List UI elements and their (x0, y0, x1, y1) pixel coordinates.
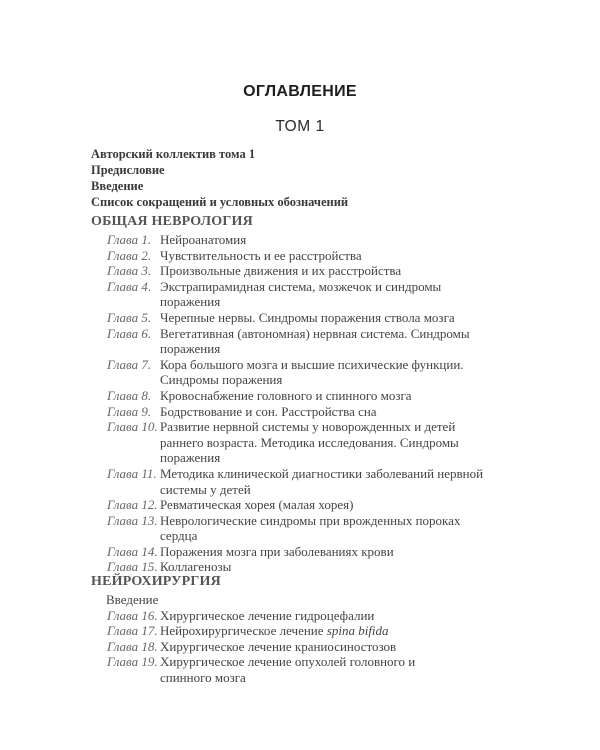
chapter-entry[interactable] (107, 419, 490, 466)
chapter-list-neurosurgery (107, 592, 490, 686)
chapter-title: Коллагенозы (160, 559, 232, 575)
page-title: ОГЛАВЛЕНИЕ (243, 83, 357, 100)
chapter-label: Глава 9. (107, 403, 152, 419)
chapter-label: Глава 11. (107, 465, 157, 481)
chapter-entry[interactable] (107, 559, 490, 575)
chapter-label: Глава 15. (107, 559, 158, 575)
section-heading-neurosurgery: НЕЙРОХИРУРГИЯ (91, 574, 221, 589)
chapter-label: Глава 13. (107, 512, 158, 528)
chapter-title: Кора большого мозга и высшие психические функции. Синдромы поражения (160, 356, 464, 388)
chapter-title: Методика клинической диагностики заболеваний нервной системы у детей (160, 465, 484, 497)
chapter-title: Нейроанатомия (160, 232, 247, 247)
chapter-entry[interactable] (107, 232, 490, 248)
intro-title: Введение (106, 592, 159, 607)
chapter-title: Бодрствование и сон. Расстройства сна (160, 403, 377, 419)
chapter-entry[interactable] (107, 326, 490, 357)
chapter-title: Поражения мозга при заболеваниях крови (160, 543, 394, 559)
chapter-label: Глава 18. (107, 638, 158, 654)
chapter-entry[interactable] (107, 248, 490, 264)
chapter-label: Глава 10. (107, 419, 158, 435)
chapter-title: Неврологические синдромы при врожденных пороках сердца (160, 512, 461, 544)
chapter-title-wrap (160, 623, 490, 639)
chapter-entry[interactable] (107, 279, 490, 310)
chapter-entry[interactable] (107, 654, 490, 685)
chapter-list-general-neurology (107, 232, 490, 575)
chapter-entry[interactable] (107, 639, 490, 655)
chapter-entry[interactable] (107, 404, 490, 420)
chapter-title: Развитие нервной системы у новорожденных и детей раннего возраста. Методика исследования. Синдромы поражения (160, 419, 459, 466)
chapter-title: Хирургическое лечение гидроцефалии (160, 607, 375, 623)
front-item-abbreviations[interactable]: Список сокращений и условных обозначений (91, 195, 349, 209)
chapter-label: Глава 6. (107, 325, 152, 341)
chapter-title: Хирургическое лечение краниосиностозов (160, 638, 397, 654)
front-item-preface[interactable]: Предисловие (91, 163, 165, 177)
chapter-label: Глава 17. (107, 623, 158, 639)
chapter-title: Ревматическая хорея (малая хорея) (160, 497, 354, 513)
volume-heading: ТОМ 1 (275, 118, 325, 135)
chapter-entry[interactable] (107, 497, 490, 513)
chapter-label: Глава 12. (107, 497, 158, 513)
chapter-title: Вегетативная (автономная) нервная система. Синдромы поражения (160, 325, 470, 357)
chapter-entry[interactable] (107, 466, 490, 497)
chapter-title-italic: spina bifida (326, 623, 389, 639)
chapter-entry[interactable] (107, 544, 490, 560)
chapter-entry[interactable] (107, 263, 490, 279)
chapter-label: Глава 4. (107, 278, 152, 294)
chapter-entry[interactable] (107, 388, 490, 404)
front-item-authors[interactable]: Авторский коллектив тома 1 (91, 147, 256, 161)
chapter-title: Нейрохирургическое лечение (160, 623, 327, 639)
chapter-entry[interactable] (107, 513, 490, 544)
chapter-entry[interactable] (107, 357, 490, 388)
chapter-label: Глава 2. (107, 247, 152, 263)
front-item-introduction[interactable]: Введение (91, 179, 144, 193)
chapter-label: Глава 16. (107, 607, 158, 623)
chapter-title: Экстрапирамидная система, мозжечок и синдромы поражения (160, 278, 442, 310)
section-heading-general-neurology: ОБЩАЯ НЕВРОЛОГИЯ (91, 214, 253, 229)
chapter-entry[interactable] (107, 608, 490, 624)
chapter-label: Глава 8. (107, 387, 152, 403)
chapter-label: Глава 1. (107, 232, 152, 247)
chapter-title: Произвольные движения и их расстройства (160, 263, 402, 279)
intro-entry[interactable] (107, 592, 490, 608)
chapter-label: Глава 19. (107, 654, 158, 670)
front-matter-list (91, 146, 348, 210)
chapter-entry[interactable] (107, 310, 490, 326)
chapter-label: Глава 14. (107, 543, 158, 559)
chapter-title: Хирургическое лечение опухолей головного и спинного мозга (160, 654, 416, 685)
chapter-title: Кровоснабжение головного и спинного мозга (160, 387, 412, 403)
chapter-title: Чувствительность и ее расстройства (160, 247, 362, 263)
chapter-label: Глава 7. (107, 356, 152, 372)
chapter-title: Черепные нервы. Синдромы поражения ствола мозга (160, 309, 455, 325)
chapter-label: Глава 5. (107, 309, 152, 325)
chapter-label: Глава 3. (107, 263, 152, 279)
chapter-entry[interactable] (107, 623, 490, 639)
